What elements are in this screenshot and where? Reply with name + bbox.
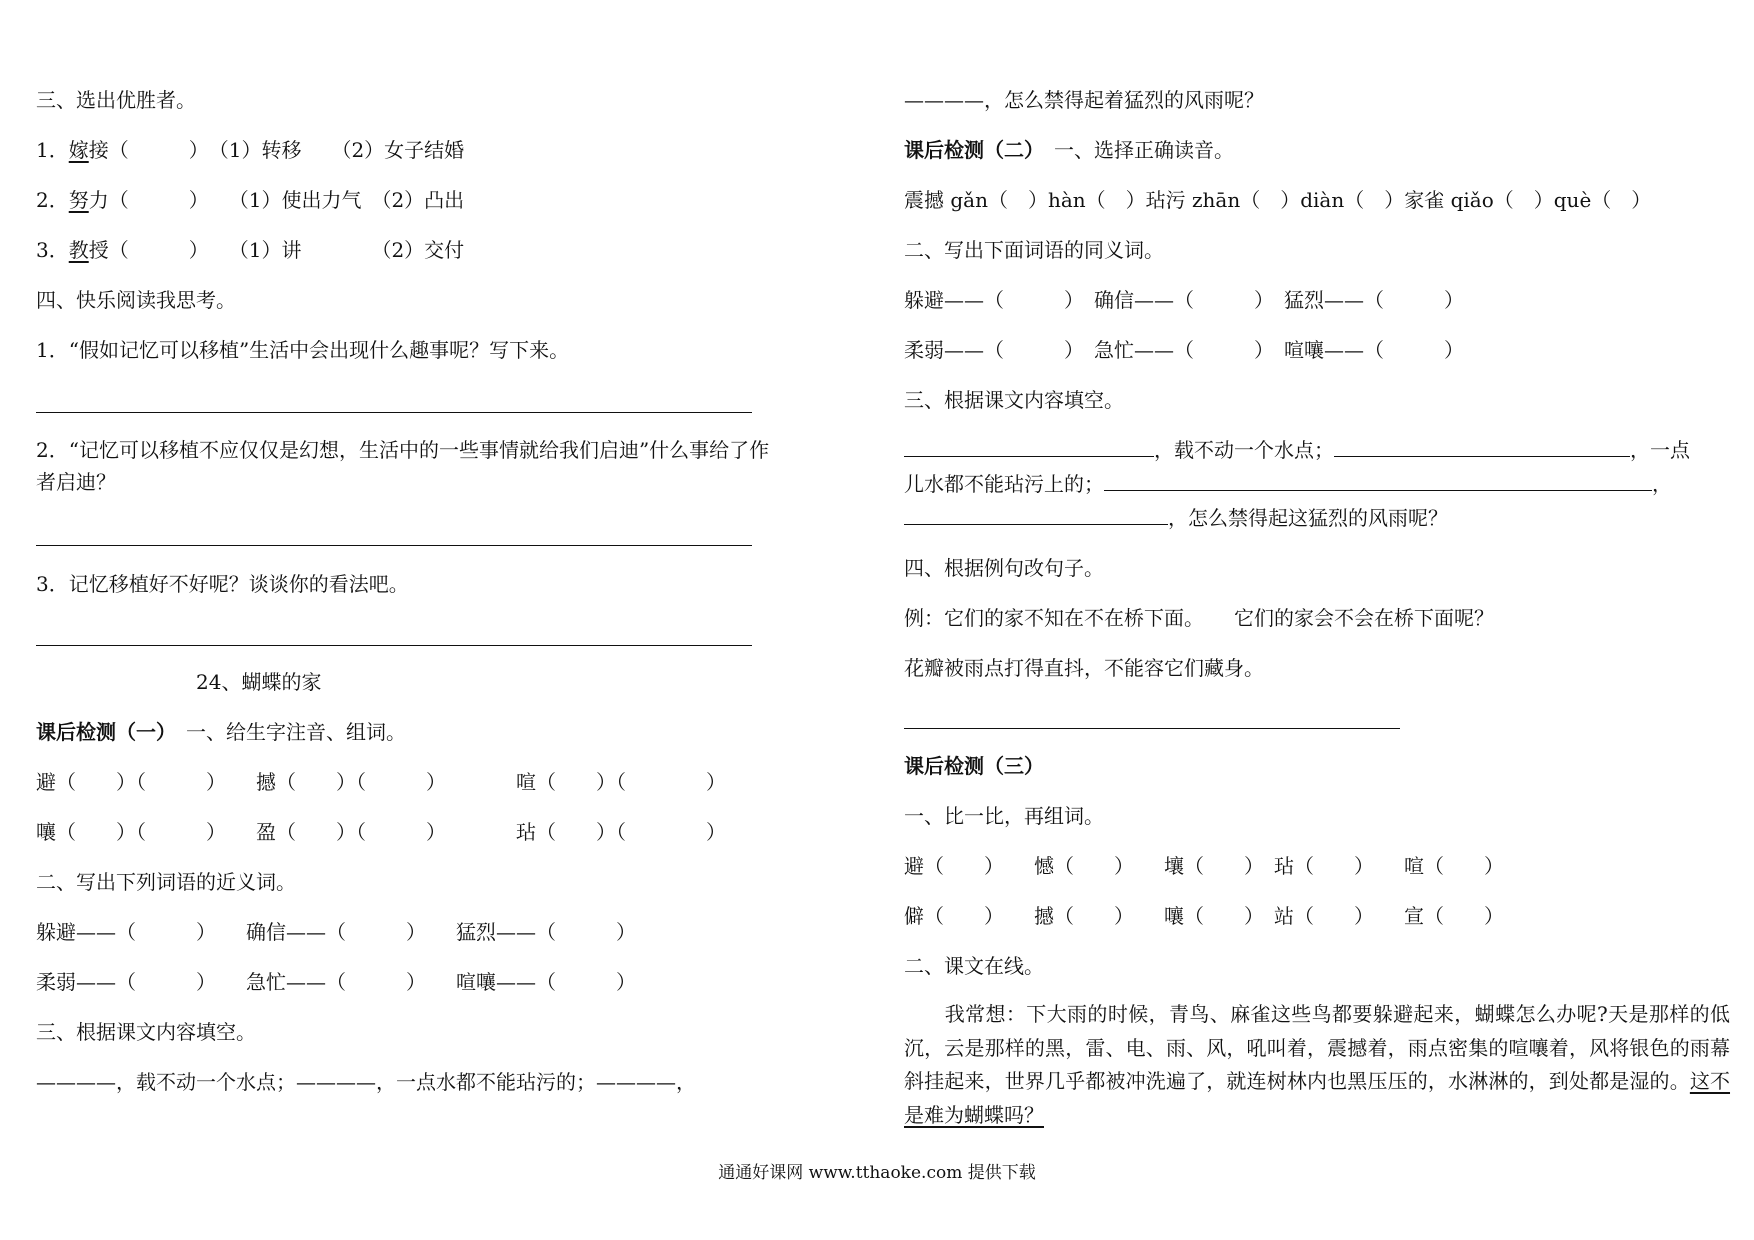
question-number: 2． <box>36 188 69 212</box>
fill-blank[interactable] <box>1104 472 1652 491</box>
compare-row-2: 僻（ ） 撼（ ） 嚷（ ） 站（ ） 宣（ ） <box>904 904 1504 928</box>
section-4-title: 四、快乐阅读我思考。 <box>36 288 236 312</box>
fill-text: ，一点 <box>1630 438 1690 462</box>
reading-question-2: 2．“记忆可以移植不应仅仅是幻想，生活中的一些事情就给我们启迪”什么事给了作 <box>36 438 770 462</box>
fill-text: ，载不动一个水点； <box>1154 438 1334 462</box>
answer-line[interactable] <box>36 545 752 546</box>
choice-question-3 <box>36 236 464 264</box>
compare-title: 一、比一比，再组词。 <box>904 804 1104 828</box>
compare-row-1: 避（ ） 憾（ ） 壤（ ） 玷（ ） 喧（ ） <box>904 854 1504 878</box>
choice-question-1 <box>36 136 464 164</box>
question-options: 力（ ） （1）使出力气 （2）凸出 <box>88 188 465 212</box>
rewrite-title: 四、根据例句改句子。 <box>904 556 1104 580</box>
reading-question-3: 3．记忆移植好不好呢？谈谈你的看法吧。 <box>36 572 409 596</box>
synonym2-row-1: 躲避——（ ） 确信——（ ） 猛烈——（ ） <box>904 288 1464 312</box>
underlined-char: 嫁 <box>68 138 89 162</box>
passage-underlined-sentence: 这不是难为蝴蝶吗？ <box>904 1069 1731 1127</box>
passage-text: 我常想：下大雨的时候，青鸟、麻雀这些鸟都要躲避起来，蝴蝶怎么办呢?天是那样的低沉，云是那样的黑，雷、电、雨、风，吼叫着，震撼着，雨点密集的喧嚷着，风将银色的雨幕斜挂起来，世界几乎都被冲洗遍了，就连树林内也黑压压的，水淋淋的，到处都是湿的。 <box>904 1002 1730 1093</box>
fill-continuation: ————，怎么禁得起着猛烈的风雨呢？ <box>904 88 1264 112</box>
underlined-char: 努 <box>68 188 89 212</box>
fill2-title: 三、根据课文内容填空。 <box>904 388 1124 412</box>
test-1-label: 课后检测（一） <box>36 720 166 744</box>
fill-blank[interactable] <box>1334 438 1630 457</box>
test-1-task: 一、给生字注音、组词。 <box>186 720 406 744</box>
question-number: 3． <box>36 238 69 262</box>
synonym-title: 二、写出下列词语的近义词。 <box>36 870 296 894</box>
pinyin-row-1: 避（ ）（ ） 撼（ ）（ ） 喧（ ）（ ） <box>36 770 726 794</box>
fill-text: ，怎么禁得起这猛烈的风雨呢？ <box>1168 506 1448 530</box>
answer-line[interactable] <box>36 412 752 413</box>
question-options: 授（ ） （1）讲 （2）交付 <box>88 238 465 262</box>
fill2-line-1 <box>904 436 1690 464</box>
test-2-task: 一、选择正确读音。 <box>1034 138 1234 162</box>
fill-text: ， <box>1652 472 1672 496</box>
test-2-header <box>904 136 1234 164</box>
test-1-header <box>36 718 406 746</box>
reading-choice-row: 震撼 gǎn（ ）hàn（ ）玷污 zhān（ ）diàn（ ）家雀 qiǎo（ ）què（ ） <box>904 188 1652 212</box>
fill-line: ————，载不动一个水点；————，一点水都不能玷污的；————， <box>36 1070 696 1094</box>
fill-blank[interactable] <box>904 438 1154 457</box>
rewrite-example: 例：它们的家不知在不在桥下面。 它们的家会不会在桥下面呢？ <box>904 606 1494 630</box>
test-2-label: 课后检测（二） <box>904 138 1034 162</box>
answer-line[interactable] <box>904 728 1400 729</box>
reading-question-2-cont: 者启迪？ <box>36 470 116 494</box>
question-options: 接（ ） （1）转移 （2）女子结婚 <box>88 138 465 162</box>
synonym2-row-2: 柔弱——（ ） 急忙——（ ） 喧嚷——（ ） <box>904 338 1464 362</box>
fill-title: 三、根据课文内容填空。 <box>36 1020 256 1044</box>
fill-blank[interactable] <box>904 506 1168 525</box>
test-3-label: 课后检测（三） <box>904 754 1044 778</box>
passage <box>904 998 1730 1132</box>
page-footer: 通通好课网 www.tthaoke.com 提供下载 <box>718 1163 1036 1183</box>
synonym2-title: 二、写出下面词语的同义词。 <box>904 238 1164 262</box>
section-3-title: 三、选出优胜者。 <box>36 88 196 112</box>
answer-line[interactable] <box>36 645 752 646</box>
synonym-row-2: 柔弱——（ ） 急忙——（ ） 喧嚷——（ ） <box>36 970 636 994</box>
pinyin-row-2: 嚷（ ）（ ） 盈（ ）（ ） 玷（ ）（ ） <box>36 820 726 844</box>
fill-text: 儿水都不能玷污上的； <box>904 472 1104 496</box>
rewrite-question: 花瓣被雨点打得直抖，不能容它们藏身。 <box>904 656 1264 680</box>
online-title: 二、课文在线。 <box>904 954 1044 978</box>
reading-question-1: 1．“假如记忆可以移植”生活中会出现什么趣事呢？写下来。 <box>36 338 570 362</box>
lesson-title: 24、蝴蝶的家 <box>196 670 322 694</box>
question-number: 1． <box>36 138 69 162</box>
underlined-char: 教 <box>68 238 89 262</box>
choice-question-2 <box>36 186 464 214</box>
fill2-line-3 <box>904 504 1448 532</box>
fill2-line-2 <box>904 470 1672 498</box>
synonym-row-1: 躲避——（ ） 确信——（ ） 猛烈——（ ） <box>36 920 636 944</box>
